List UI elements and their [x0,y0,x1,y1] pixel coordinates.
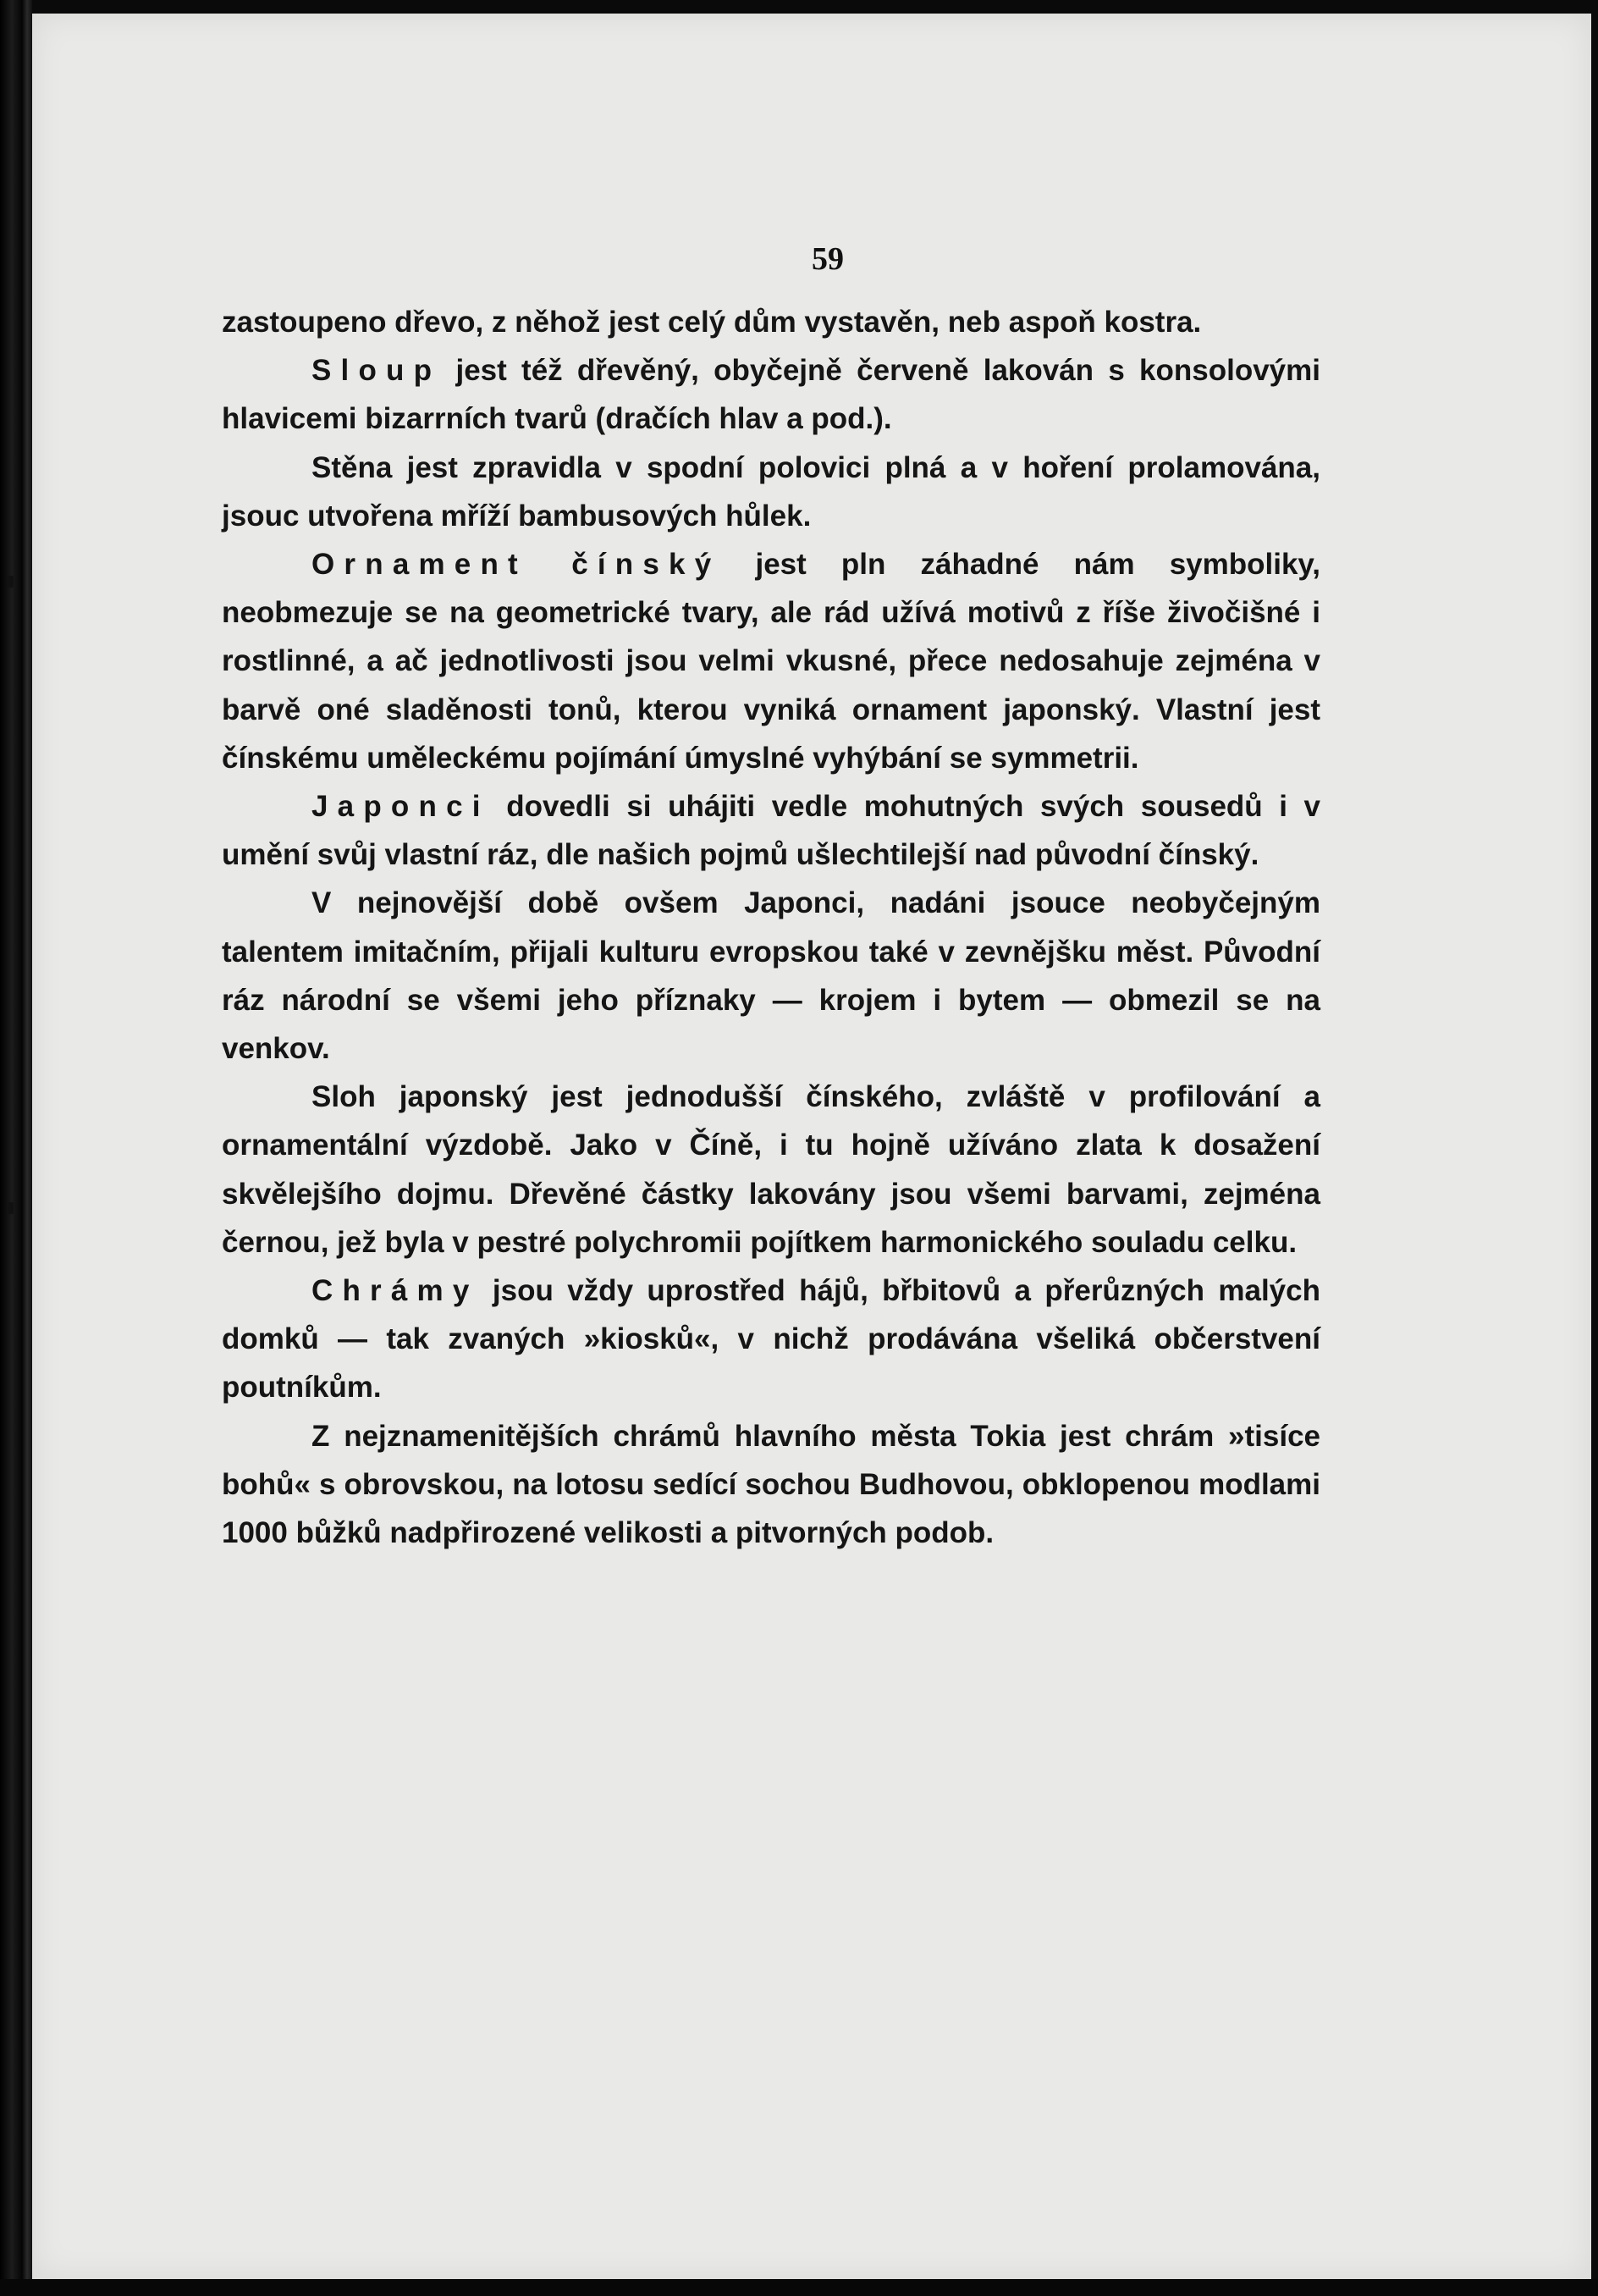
margin-speck [7,576,14,588]
paragraph-text: dovedli si uhájiti vedle mohutných svých sousedů i v umění svůj vlastní ráz, dle našich pojmů ušlechtilejší nad původní čínský. [222,790,1320,872]
paragraph-spaced-lead: Sloup [311,354,442,388]
scan-bottom-edge [0,2279,1598,2296]
paragraph [222,782,1320,879]
paragraph [222,444,1320,540]
paragraph [222,540,1320,782]
paragraph-text: jest též dřevěný, obyčejně červeně lakován s konsolovými hlavicemi bizarrních tvarů (dračích hlav a pod.). [222,354,1320,436]
paragraph [222,346,1320,443]
paragraph [222,1073,1320,1267]
paragraph [222,879,1320,1073]
margin-speck [7,1202,14,1214]
paragraph [222,1412,1320,1558]
page-number: 59 [812,241,844,277]
book-spine-edge [0,0,32,2296]
paragraph-text: zastoupeno dřevo, z něhož jest celý dům vystavěn, neb aspoň kostra. [222,306,1202,339]
paragraph-spaced-lead: Japonci [311,790,490,824]
paragraph-spaced-lead: Ornament čínský [311,548,721,582]
paragraph-text: Sloh japonský jest jednodušší čínského, zvláště v profilování a ornamentální výzdobě. Jako v Číně, i tu hojně užíváno zlata k dosažení skvělejšího dojmu. Dřevěné částky lakovány jsou všemi barvami, zejména černou, jež byla v pestré polychromii pojítkem harmonického souladu celku. [222,1080,1320,1259]
paragraph-text: jest pln záhadné nám symboliky, neobmezuje se na geometrické tvary, ale rád užívá motivů z říše živočišné i rostlinné, a ač jednotlivosti jsou velmi vkusné, přece nedosahuje zejména v barvě oné sladěnosti tonů, kterou vyniká ornament japonský. Vlastní jest čínskému uměleckému pojímání úmyslné vyhýbání se symmetrii. [222,548,1321,775]
paragraph-text: Z nejznamenitějších chrámů hlavního města Tokia jest chrám »tisíce bohů« s obrovskou, na lotosu sedící sochou Budhovou, obklopenou modlami 1000 bůžků nadpřirozené velikosti a pitvorných podob. [222,1419,1320,1550]
body-text [222,298,1320,1557]
paragraph [222,298,1320,346]
paragraph-text: V nejnovější době ovšem Japonci, nadáni jsouce neobyčejným talentem imitačním, přijali kulturu evropskou také v zevnějšku měst. Původní ráz národní se všemi jeho příznaky — krojem i bytem — obmezil se na venkov. [222,886,1320,1066]
paragraph-text: Stěna jest zpravidla v spodní polovici plná a v hoření prolamována, jsouc utvořena mříží bambusových hůlek. [222,450,1320,533]
paragraph-text: jsou vždy uprostřed hájů, břbitovů a přerůzných malých domků — tak zvaných »kiosků«, v nichž prodávána všeliká občerstvení poutníkům. [222,1274,1320,1405]
paragraph [222,1267,1320,1412]
paragraph-spaced-lead: Chrámy [311,1274,479,1308]
